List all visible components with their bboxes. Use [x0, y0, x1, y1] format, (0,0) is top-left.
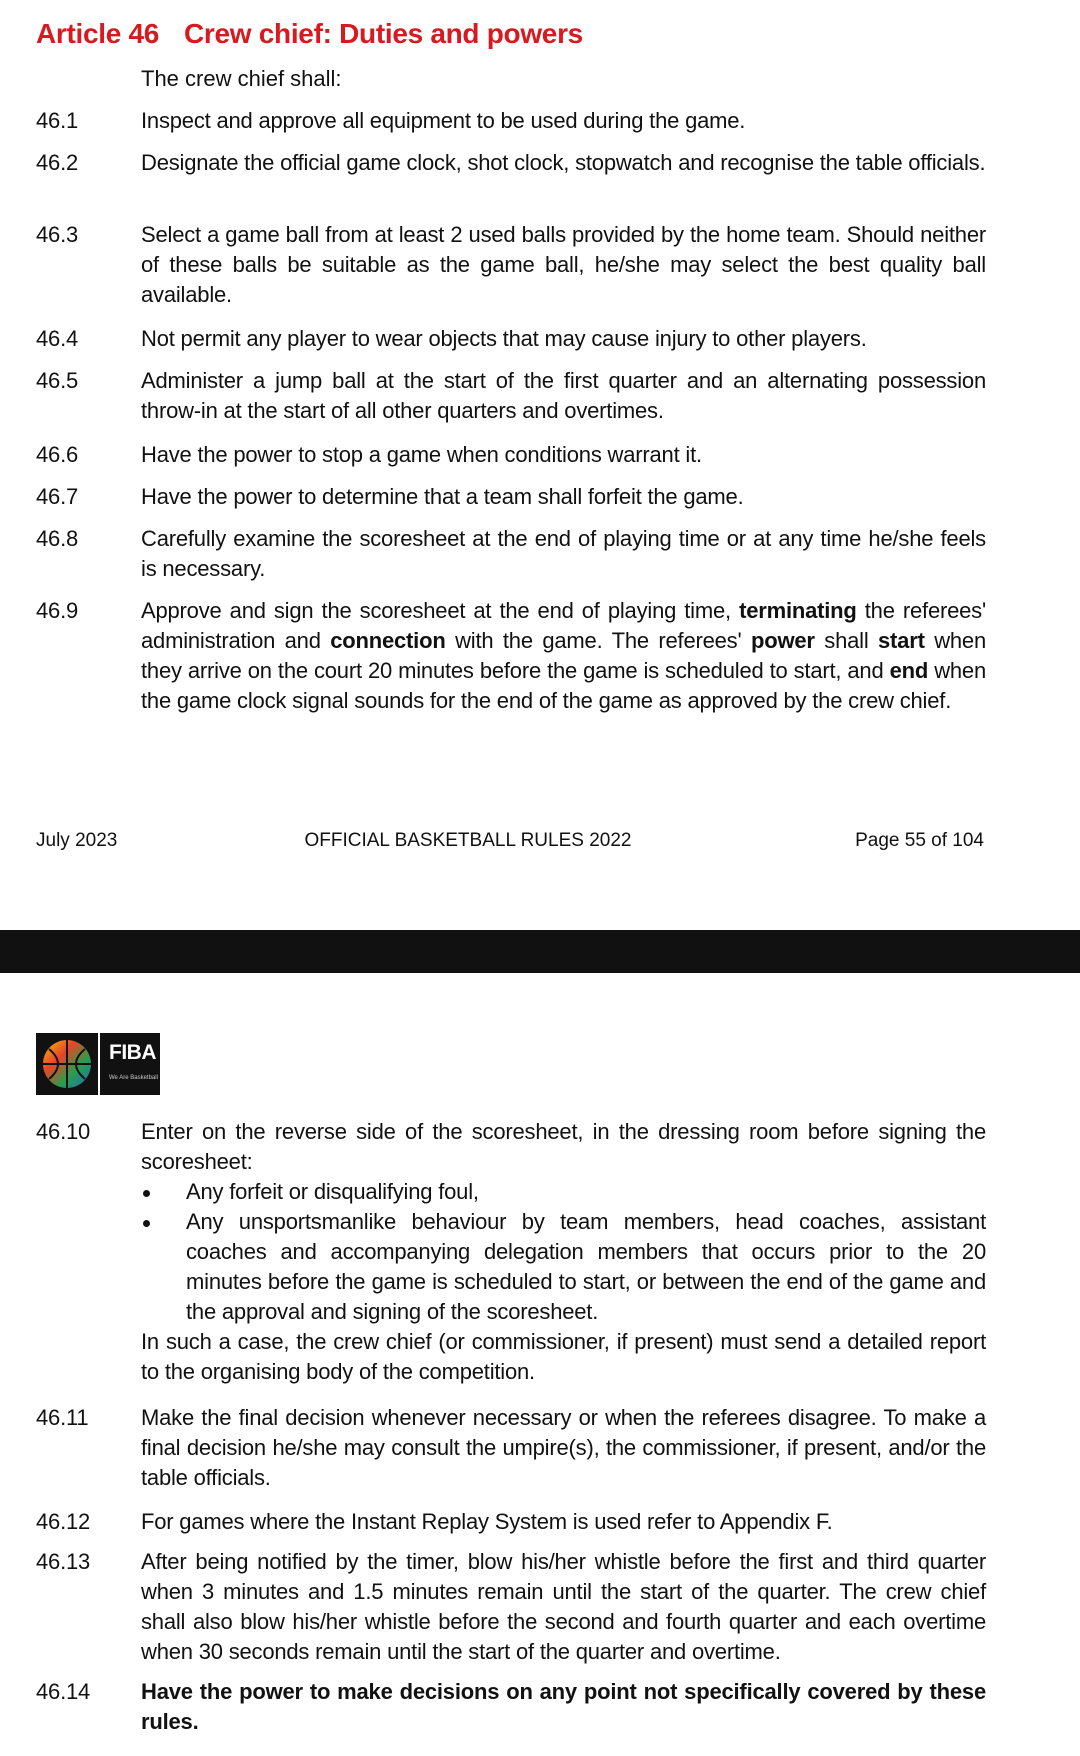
- rule-number: 46.9: [36, 598, 79, 623]
- list-item: Any unsportsmanlike behaviour by team members, head coaches, assistant coaches and accompanying delegation members that occurs prior to the 20 minutes before the game is scheduled to start, or between the end of the game and the approval and signing of the scoresheet.: [141, 1207, 986, 1327]
- footer-date: July 2023: [36, 830, 118, 851]
- rule-text: For games where the Instant Replay System is used refer to Appendix F.: [141, 1509, 833, 1534]
- rule-text: Enter on the reverse side of the scoresheet, in the dressing room before signing the scoresheet:: [141, 1119, 986, 1174]
- emphasis-terminating: terminating: [739, 598, 857, 623]
- rule-number: 46.1: [36, 108, 79, 133]
- rule-46-5: [36, 366, 986, 426]
- document-page-56: [0, 973, 1080, 1756]
- rule-number: 46.7: [36, 484, 79, 509]
- rule-text: After being notified by the timer, blow his/her whistle before the first and third quarter when 3 minutes and 1.5 minutes remain until the start of the quarter. The crew chief shall also blow his/her whistle before the second and fourth quarter and each overtime when 30 seconds remain until the start of the quarter and overtime.: [141, 1549, 986, 1664]
- rule-text: Approve and sign the scoresheet at the end of playing time, terminating the referees' administration and connection with the game. The referees' power shall start when they arrive on the court 20 minutes before the game is scheduled to start, and end when the game clock signal sounds for the end of the game as approved by the crew chief.: [141, 598, 986, 713]
- emphasis-connection: connection: [330, 628, 446, 653]
- rule-text: Have the power to determine that a team shall forfeit the game.: [141, 484, 744, 509]
- emphasis-end: end: [889, 658, 929, 683]
- logo-text: FIBA: [109, 1041, 156, 1064]
- rule-number: 46.2: [36, 150, 79, 175]
- rule-number: 46.4: [36, 326, 79, 351]
- article-title: Crew chief: Duties and powers: [184, 18, 583, 49]
- rule-text: Designate the official game clock, shot clock, stopwatch and recognise the table officials.: [141, 150, 986, 175]
- rule-46-2: [36, 148, 986, 178]
- rule-text: Administer a jump ball at the start of the first quarter and an alternating possession throw-in at the start of all other quarters and overtimes.: [141, 368, 986, 423]
- rule-number: 46.5: [36, 368, 79, 393]
- rule-46-4: [36, 324, 986, 354]
- rule-46-3: [36, 220, 986, 310]
- rule-46-6: [36, 440, 986, 470]
- emphasis-power: power: [750, 628, 815, 653]
- rule-number: 46.13: [36, 1549, 91, 1574]
- list-item: Any forfeit or disqualifying foul,: [141, 1177, 986, 1207]
- page-divider: [0, 930, 1080, 973]
- rule-text: Carefully examine the scoresheet at the end of playing time or at any time he/she feels is necessary.: [141, 526, 986, 581]
- rule-number: 46.12: [36, 1509, 91, 1534]
- bullet-list: [141, 1177, 986, 1327]
- rule-number: 46.8: [36, 526, 79, 551]
- rule-46-1: [36, 106, 986, 136]
- footer-page-number: Page 55 of 104: [855, 830, 984, 851]
- rule-number: 46.6: [36, 442, 79, 467]
- rule-46-9: [36, 596, 986, 716]
- logo-tagline: We Are Basketball: [109, 1075, 158, 1081]
- rule-46-11: [36, 1403, 986, 1493]
- footer-title: OFFICIAL BASKETBALL RULES 2022: [304, 830, 632, 851]
- rule-text: Not permit any player to wear objects that may cause injury to other players.: [141, 326, 867, 351]
- rule-46-12: [36, 1507, 986, 1537]
- rule-text-continuation: In such a case, the crew chief (or commissioner, if present) must send a detailed report to the organising body of the competition.: [141, 1329, 986, 1384]
- basketball-globe-icon: [36, 1033, 98, 1095]
- rule-number: 46.14: [36, 1679, 91, 1704]
- fiba-logo: [36, 1033, 160, 1095]
- article-number: Article 46: [36, 18, 160, 49]
- rule-text: Have the power to stop a game when conditions warrant it.: [141, 442, 702, 467]
- rule-text: Make the final decision whenever necessary or when the referees disagree. To make a final decision he/she may consult the umpire(s), the commissioner, if present, and/or the table officials.: [141, 1405, 986, 1490]
- article-heading: [36, 16, 583, 52]
- rule-text: Have the power to make decisions on any point not specifically covered by these rules.: [141, 1679, 986, 1734]
- rule-number: 46.11: [36, 1405, 89, 1430]
- rule-46-14: [36, 1677, 986, 1737]
- fiba-wordmark: [100, 1033, 160, 1095]
- rule-text: Select a game ball from at least 2 used balls provided by the home team. Should neither of these balls be suitable as the game ball, he/she may select the best quality ball available.: [141, 222, 986, 307]
- emphasis-start: start: [878, 628, 925, 653]
- rule-46-13: [36, 1547, 986, 1667]
- rule-number: 46.3: [36, 222, 79, 247]
- rule-46-10: [36, 1117, 986, 1387]
- rule-number: 46.10: [36, 1119, 91, 1144]
- rule-46-7: [36, 482, 986, 512]
- rule-text: Inspect and approve all equipment to be used during the game.: [141, 108, 746, 133]
- article-intro: The crew chief shall:: [141, 66, 342, 91]
- rule-46-8: [36, 524, 986, 584]
